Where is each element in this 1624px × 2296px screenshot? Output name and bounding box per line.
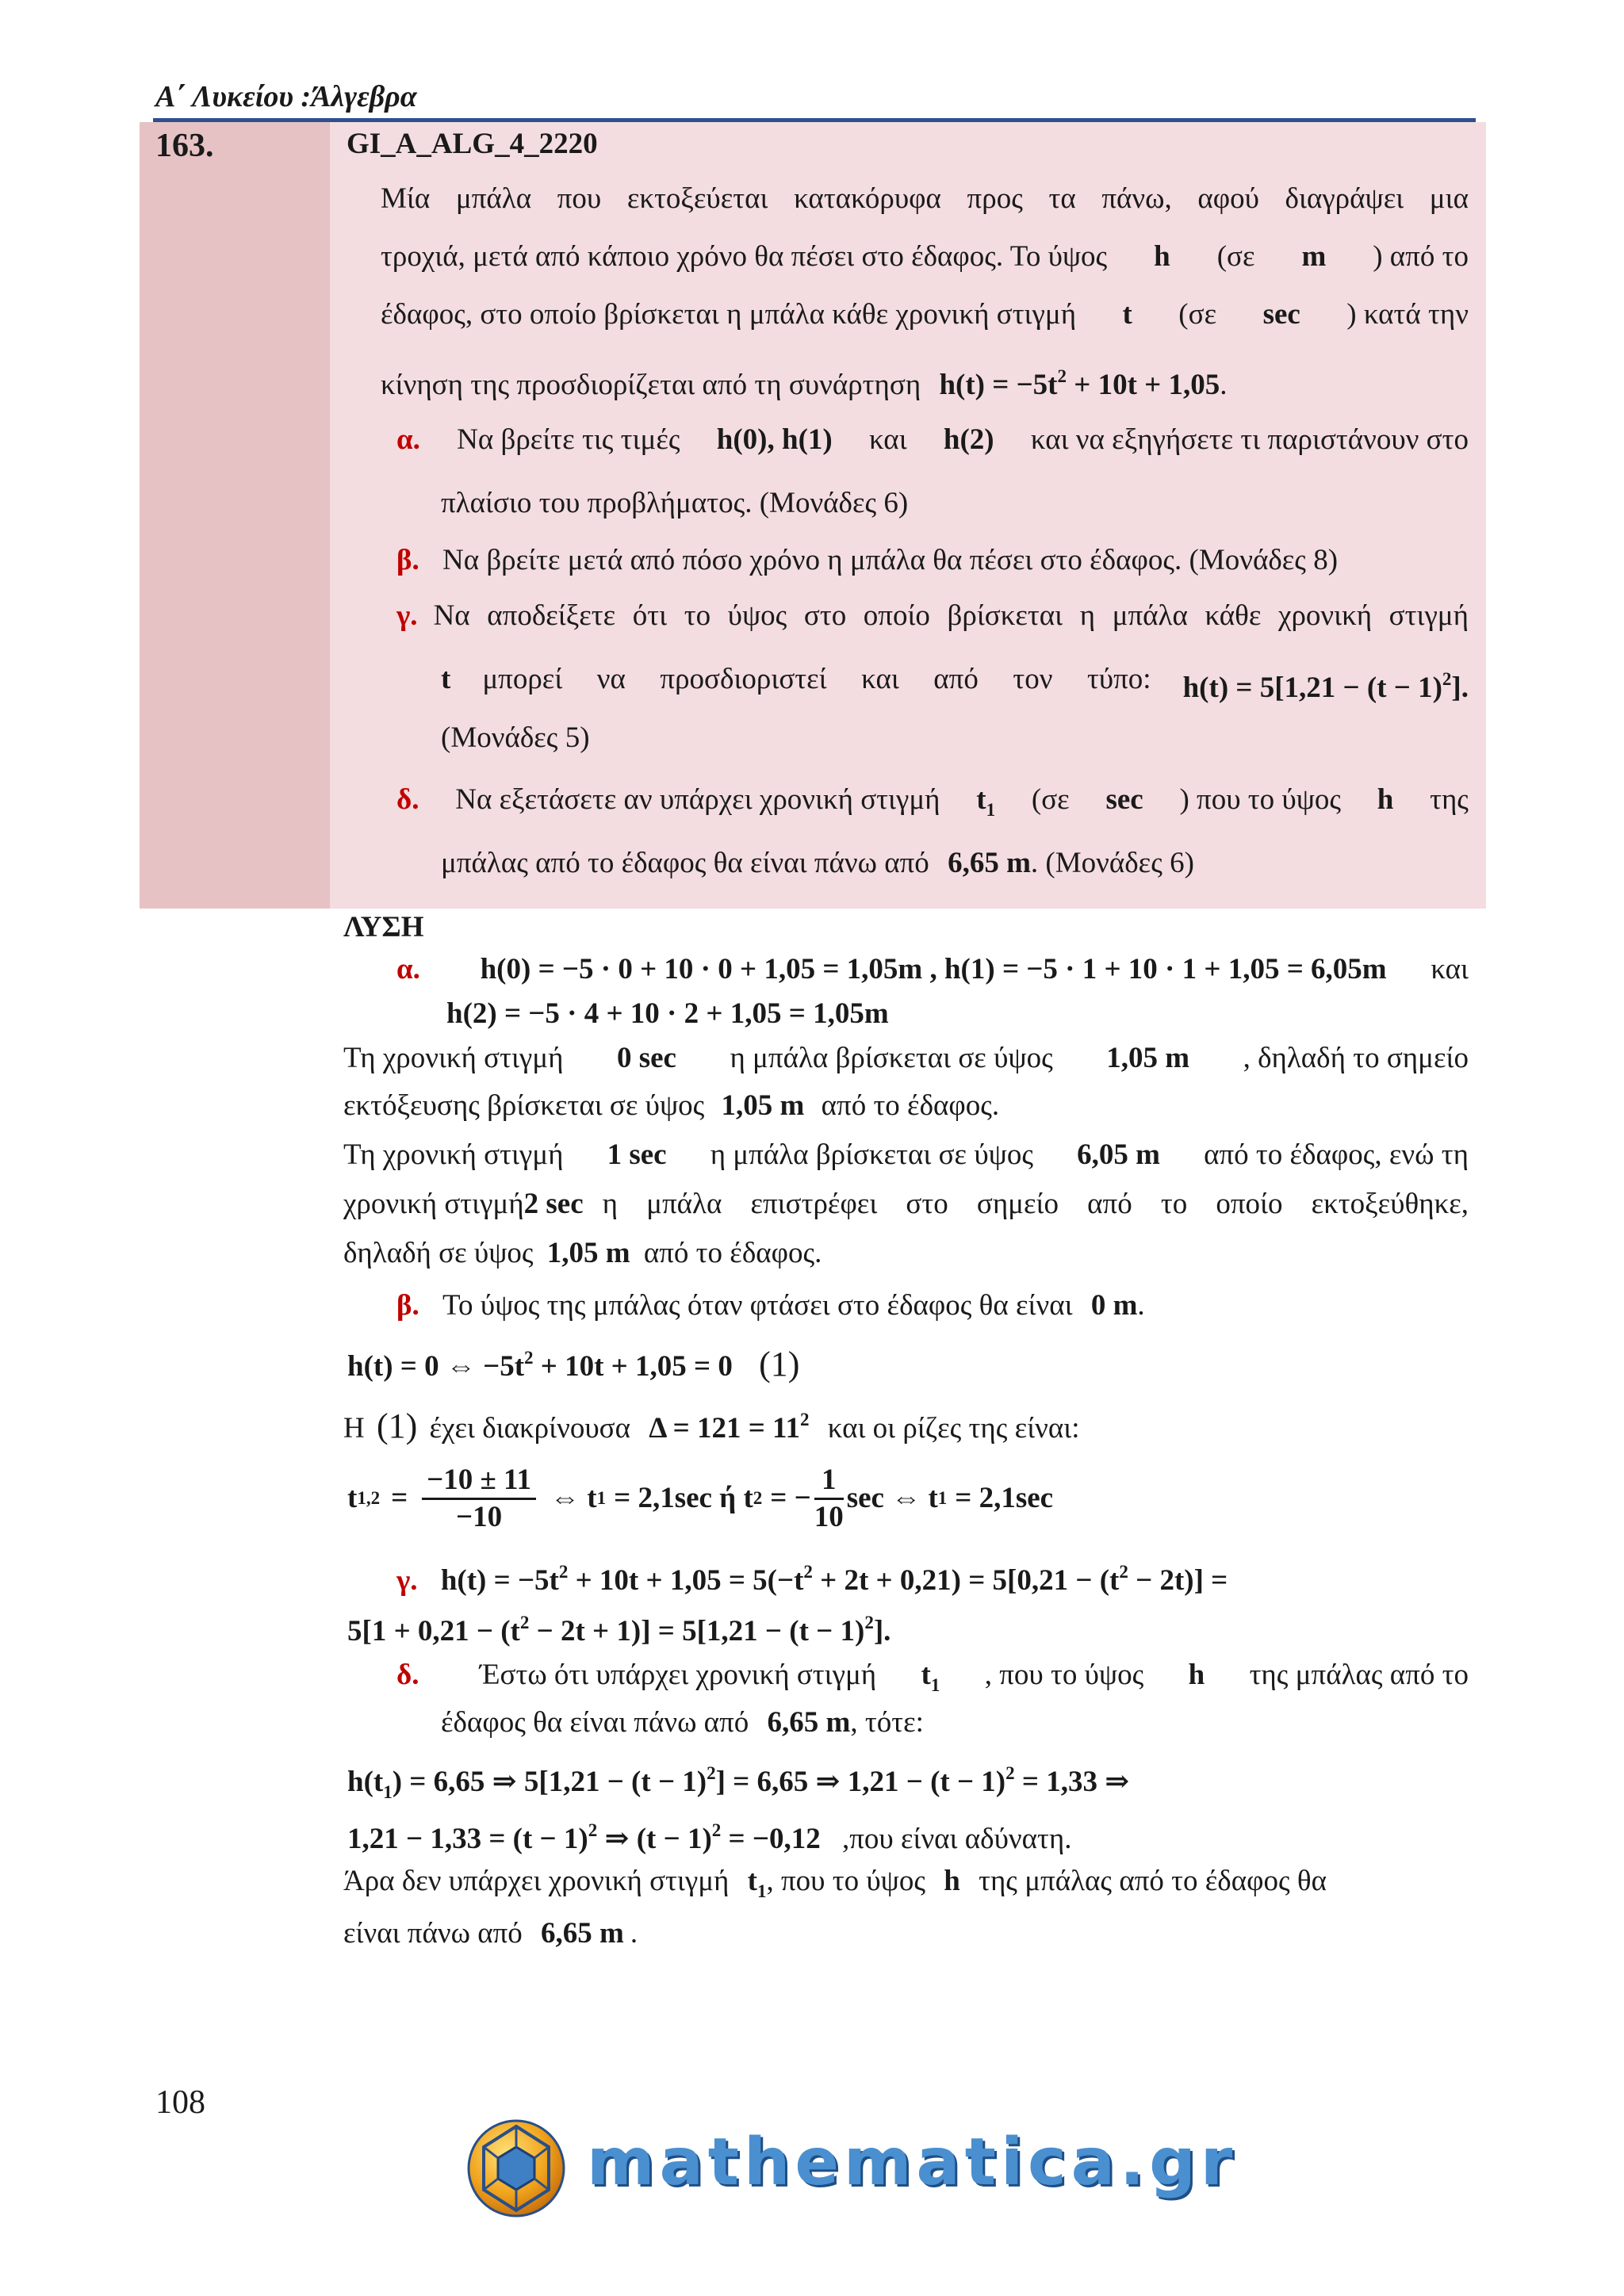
var-h: h (1154, 240, 1170, 273)
var-h: h (1188, 1659, 1205, 1691)
value: 0 sec (616, 1042, 676, 1074)
solution-text: η μπάλα επιστρέφει στο σημείο από το οποίο εκτοξεύθηκε, (602, 1188, 1469, 1220)
value: 1,05 m (546, 1237, 630, 1269)
math-expression: h(2) (943, 423, 994, 456)
var-h: h (1377, 783, 1394, 816)
question-d-line-1 (396, 782, 1469, 828)
solution-text: . (630, 1917, 638, 1950)
intro-text: (σε (1216, 240, 1255, 273)
question-text: της (1430, 783, 1469, 816)
var-h: h (944, 1865, 960, 1897)
problem-number-column (140, 122, 330, 909)
solution-text: Άρα δεν υπάρχει χρονική στιγμή (343, 1865, 730, 1897)
var-t1: $t_1$ (747, 1865, 767, 1901)
var-t1: $t_1$ (921, 1659, 940, 1695)
solution-a-label: α. (396, 953, 420, 985)
solution-d-eq-1 (347, 1755, 1129, 1811)
solution-d-eq-2 (347, 1812, 1072, 1858)
solution-c-line-2 (347, 1605, 891, 1650)
question-text: μπορεί να προσδιοριστεί και από τον τύπο: (482, 663, 1151, 695)
solution-text: και (1431, 953, 1469, 985)
problem-intro-line-2 (381, 239, 1469, 275)
value: 0 m (1090, 1289, 1138, 1322)
var-t: t (441, 663, 451, 695)
solution-a-p1 (343, 1040, 1469, 1077)
solution-c-label: γ. (396, 1564, 418, 1597)
solution-text: η μπάλα βρίσκεται σε ύψος (710, 1138, 1033, 1171)
math-expression: h(0), h(1) (716, 423, 833, 456)
solution-text: , δηλαδή το σημείο (1243, 1042, 1469, 1074)
value: 1 sec (607, 1138, 667, 1171)
solution-text: , τότε: (850, 1706, 924, 1739)
solution-a-eq-2: h(2) = −5 · 4 + 10 · 2 + 1,05 = 1,05m (446, 997, 889, 1030)
page-header: Α΄ Λυκείου :Άλγεβρα (155, 80, 417, 113)
intro-text: τροχιά, μετά από κάποιο χρόνο θα πέσει στο έδαφος. Το ύψος (381, 240, 1108, 273)
solution-text: έδαφος θα είναι πάνω από (441, 1706, 749, 1739)
problem-intro-line-4 (381, 358, 1227, 404)
solution-b-eq-1 (347, 1340, 799, 1385)
equation-tag: (1) (376, 1406, 418, 1445)
math-expression: h(0) = −5 · 0 + 10 · 0 + 1,05 = 1,05m , h(1) = −5 · 1 + 10 · 1 + 1,05 = 6,05m (480, 953, 1387, 985)
question-text: και (868, 423, 907, 456)
solution-a-p3 (343, 1137, 1469, 1173)
question-a-label: α. (396, 423, 420, 456)
formula-c: $h(t) = 5[1,21 - (t - 1)^2]$. (1182, 669, 1469, 704)
solution-title: ΛΥΣΗ (343, 911, 424, 943)
solution-text: Η (343, 1412, 365, 1445)
solution-a-p2 (343, 1088, 999, 1124)
question-b-line-1 (396, 542, 1338, 579)
solution-a-eq-1 (396, 951, 1469, 988)
solution-d-label: δ. (396, 1659, 419, 1691)
solution-text: από το έδαφος, ενώ τη (1204, 1138, 1469, 1171)
question-text: (σε (1031, 783, 1070, 816)
value: 1,05 m (721, 1089, 805, 1122)
solution-d-conclusion-2 (343, 1915, 638, 1952)
intro-text: έδαφος, στο οποίο βρίσκεται η μπάλα κάθε χρονική στιγμή (381, 298, 1077, 331)
intro-text: ) από το (1373, 240, 1469, 273)
discriminant: $\Delta = 121 = 11^2$ (649, 1410, 810, 1445)
var-t: t (1122, 298, 1132, 331)
polyhedron-logo-icon (465, 2117, 568, 2220)
solution-text: από το έδαφος. (821, 1089, 1000, 1122)
roots-fraction: $\frac{-10 \pm 11}{-10}$ (422, 1463, 536, 1535)
problem-intro-line-3 (381, 297, 1469, 333)
question-text: και να εξηγήσετε τι παριστάνουν στο (1030, 423, 1469, 456)
question-text: μπάλας από το έδαφος θα είναι πάνω από (441, 847, 929, 879)
problem-code: GI_A_ALG_4_2220 (347, 128, 598, 160)
logo-text: mathematica.gr (587, 2125, 1238, 2200)
value: 6,05 m (1077, 1138, 1160, 1171)
value: 6,65 m (767, 1706, 851, 1739)
var-t1: $t_1$ (976, 783, 996, 820)
question-d-line-2 (441, 845, 1194, 882)
solution-a-p5 (343, 1235, 822, 1272)
solution-d-line-1 (396, 1657, 1469, 1704)
intro-text: . (1220, 369, 1228, 401)
question-a-line-2: πλαίσιο του προβλήματος. (Μονάδες 6) (441, 487, 909, 519)
problem-intro-line-1: Μία μπάλα που εκτοξεύεται κατακόρυφα προς τα πάνω, αφού διαγράψει μια (381, 182, 1469, 215)
solution-text: είναι πάνω από (343, 1917, 523, 1950)
solution-b-line-1 (396, 1288, 1145, 1324)
question-d-label: δ. (396, 783, 419, 816)
solution-text: και οι ρίζες της είναι: (827, 1412, 1080, 1445)
solution-b-roots: t 1,2 = $\frac{-10 \pm 11}{-10}$ ⇔ t 1 = 2,1sec ή t 2 = − $\frac{1}{10}$ sec ⇔ t 1 = 2,1sec (347, 1463, 1054, 1533)
solution-text: , που το ύψος (766, 1865, 925, 1897)
solution-text: εκτόξευσης βρίσκεται σε ύψος (343, 1089, 705, 1122)
question-text: ) που το ύψος (1179, 783, 1342, 816)
problem-number: 163. (155, 128, 214, 164)
solution-text: η μπάλα βρίσκεται σε ύψος (730, 1042, 1053, 1074)
solution-text: Τη χρονική στιγμή (343, 1138, 564, 1171)
math-expression: $h(t_1) = 6,65$ ⇒ $5[1,21 - (t - 1)^2] = 6,65$ ⇒ $1,21 - (t - 1)^2 = 1,33$ ⇒ (347, 1763, 1130, 1802)
page-number: 108 (155, 2084, 205, 2121)
value-6-65: 6,65 m (948, 847, 1031, 879)
value: 6,65 m (541, 1917, 624, 1950)
value: 1,05 m (1106, 1042, 1190, 1074)
negative-root-fraction: $\frac{1}{10}$ (814, 1463, 844, 1533)
solution-b-label: β. (396, 1289, 419, 1322)
math-expression: h(t) = 0 ⇔ $-5t^2 + 10t + 1,05 = 0$ (347, 1348, 733, 1383)
function-formula: $h(t) = -5t^2 + 10t + 1,05$ (939, 366, 1220, 401)
question-b-label: β. (396, 544, 419, 576)
question-c-line-1 (396, 598, 1469, 634)
solution-a-p4 (343, 1186, 1469, 1223)
solution-text: ,που είναι αδύνατη. (841, 1823, 1072, 1855)
solution-text: χρονική στιγμή (343, 1188, 524, 1220)
equation-tag: (1) (759, 1345, 800, 1383)
intro-text: ) κατά την (1346, 298, 1469, 331)
value: 2 sec (523, 1188, 584, 1220)
question-c-label: γ. (396, 599, 418, 632)
solution-text: Έστω ότι υπάρχει χρονική στιγμή (479, 1659, 877, 1691)
math-expression: $h(t) = -5t^2 + 10t + 1,05 = 5(-t^2 + 2t + 0,21) = 5[0,21 - (t^2 - 2t)]$ = (440, 1562, 1228, 1597)
intro-text: (σε (1178, 298, 1217, 331)
question-c-line-2 (441, 661, 1469, 706)
question-text: Να βρείτε μετά από πόσο χρόνο η μπάλα θα πέσει στο έδαφος. (Μονάδες 8) (442, 544, 1339, 576)
solution-d-conclusion-1 (343, 1863, 1327, 1910)
solution-text: της μπάλας από το (1249, 1659, 1469, 1691)
question-a-line-1 (396, 422, 1469, 458)
solution-text: της μπάλας από το έδαφος θα (979, 1865, 1327, 1897)
question-text: . (Μονάδες 6) (1030, 847, 1194, 879)
question-text: Να βρείτε τις τιμές (457, 423, 680, 456)
unit-sec: sec (1262, 298, 1300, 331)
question-c-line-3: (Μονάδες 5) (441, 721, 590, 754)
solution-text: Τη χρονική στιγμή (343, 1042, 564, 1074)
unit-sec: sec (1105, 783, 1143, 816)
solution-c-line-1 (396, 1554, 1228, 1599)
math-expression: $5[1 + 0,21 - (t^2 - 2t + 1)] = 5[1,21 - (t - 1)^2]$. (347, 1613, 891, 1647)
solution-text: , που το ύψος (984, 1659, 1144, 1691)
solution-text: έχει διακρίνουσα (429, 1412, 630, 1445)
solution-b-line-2 (343, 1402, 1080, 1447)
solution-text: . (1137, 1289, 1145, 1322)
solution-text: δηλαδή σε ύψος (343, 1237, 534, 1269)
solution-text: από το έδαφος. (643, 1237, 822, 1269)
math-expression: $1,21 - 1,33 = (t - 1)^2$ ⇒ $(t - 1)^2 = -0,12$ (347, 1820, 821, 1855)
question-text: Να αποδείξετε ότι το ύψος στο οποίο βρίσκεται η μπάλα κάθε χρονική στιγμή (433, 599, 1469, 632)
intro-text: κίνηση της προσδιορίζεται από τη συνάρτηση (381, 369, 921, 401)
question-text: Να εξετάσετε αν υπάρχει χρονική στιγμή (455, 783, 940, 816)
solution-d-line-2 (441, 1705, 924, 1741)
unit-m: m (1301, 240, 1327, 273)
solution-text: Το ύψος της μπάλας όταν φτάσει στο έδαφος θα είναι (442, 1289, 1073, 1322)
